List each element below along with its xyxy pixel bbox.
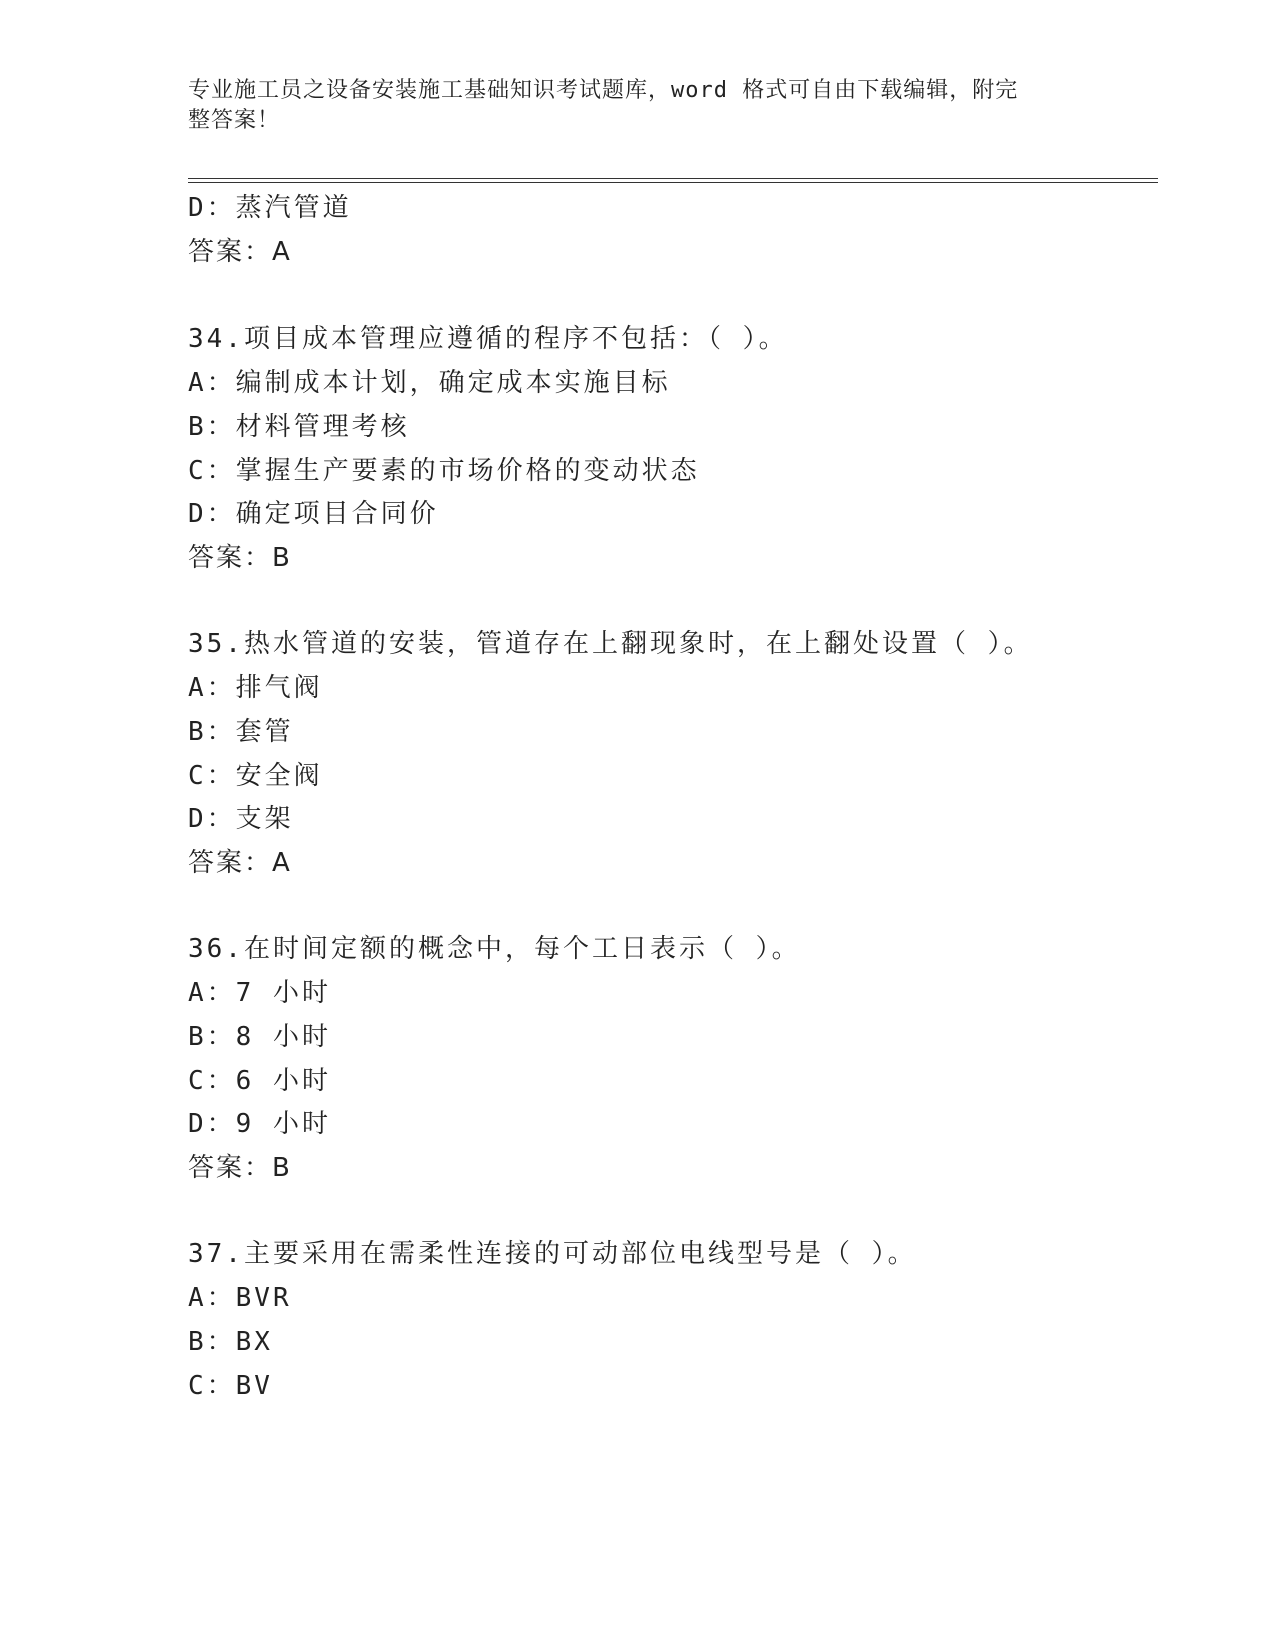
question-35-stem: 35.热水管道的安装，管道存在上翻现象时，在上翻处设置（ ）。 — [188, 629, 1033, 659]
question-34-option-b: B：材料管理考核 — [188, 412, 410, 442]
header-line-1: 专业施工员之设备安装施工基础知识考试题库，word 格式可自由下载编辑，附完 — [188, 78, 1019, 103]
question-36-option-d: D：9 小时 — [188, 1109, 331, 1139]
prev-option-d: D：蒸汽管道 — [188, 193, 352, 223]
question-37-option-a: A：BVR — [188, 1283, 292, 1313]
question-35-answer: 答案：A — [188, 848, 292, 878]
question-35-option-c: C：安全阀 — [188, 761, 323, 791]
question-34-option-d: D：确定项目合同价 — [188, 499, 439, 529]
question-35-option-d: D：支架 — [188, 804, 294, 834]
question-34-stem: 34.项目成本管理应遵循的程序不包括：（ ）。 — [188, 324, 788, 354]
question-34-option-a: A：编制成本计划，确定成本实施目标 — [188, 368, 671, 398]
question-36-stem: 36.在时间定额的概念中，每个工日表示（ ）。 — [188, 934, 801, 964]
question-37-stem: 37.主要采用在需柔性连接的可动部位电线型号是（ ）。 — [188, 1239, 917, 1269]
question-36-option-c: C：6 小时 — [188, 1066, 331, 1096]
header-divider-top — [188, 178, 1158, 179]
question-35-option-b: B：套管 — [188, 717, 294, 747]
question-37-option-b: B：BX — [188, 1327, 273, 1357]
question-34-answer: 答案：B — [188, 543, 292, 573]
question-37-option-c: C：BV — [188, 1371, 273, 1401]
header-divider-bottom — [188, 182, 1158, 183]
question-36-option-b: B：8 小时 — [188, 1022, 331, 1052]
header-line-2: 整答案！ — [188, 108, 281, 133]
question-36-answer: 答案：B — [188, 1153, 292, 1183]
prev-answer: 答案：A — [188, 237, 292, 267]
question-36-option-a: A：7 小时 — [188, 978, 331, 1008]
question-35-option-a: A：排气阀 — [188, 673, 323, 703]
document-header — [188, 76, 1068, 136]
question-34-option-c: C：掌握生产要素的市场价格的变动状态 — [188, 456, 700, 486]
